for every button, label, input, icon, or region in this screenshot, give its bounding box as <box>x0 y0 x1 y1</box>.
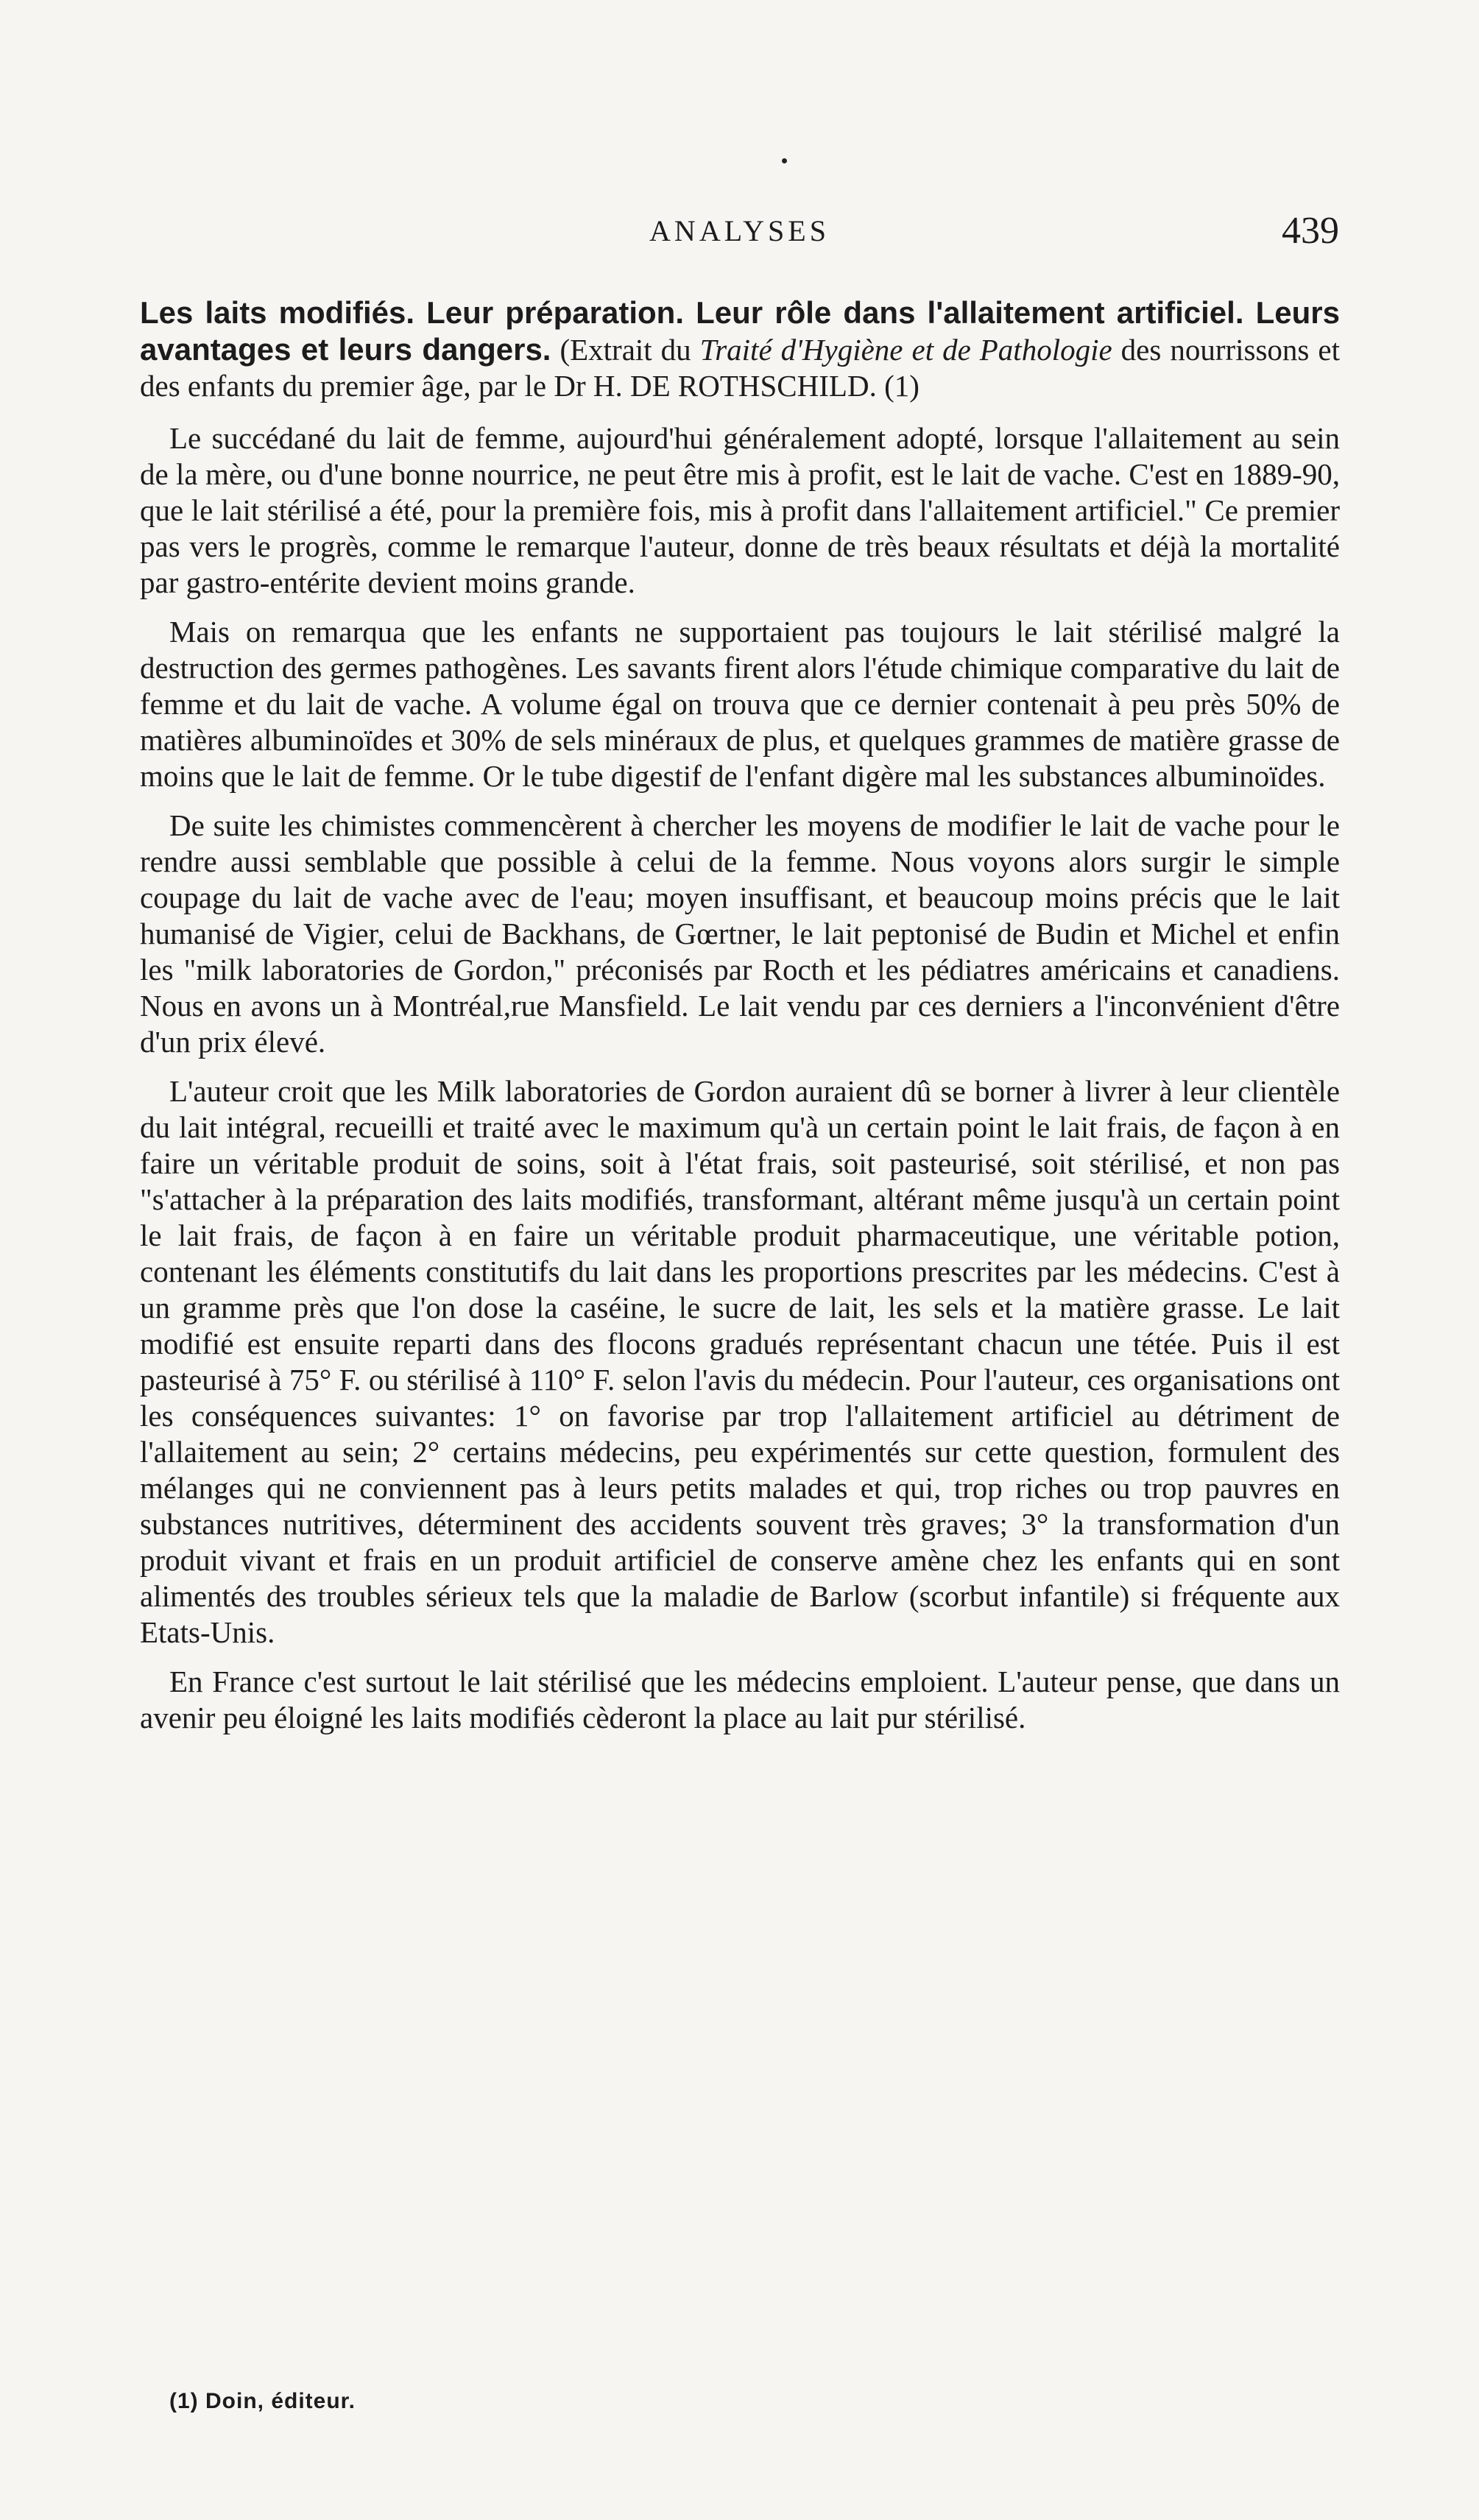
paragraph-5: En France c'est surtout le lait stérilisé que les médecins emploient. L'auteur pense, que dans un avenir peu éloigné les laits modifiés cèderont la place au lait pur stérilisé. <box>140 1665 1340 1734</box>
running-head: ANALYSES <box>649 214 830 247</box>
page-header <box>140 210 1339 272</box>
page-number: 439 <box>1282 210 1339 252</box>
paragraph-4: L'auteur croit que les Milk laboratories de Gordon auraient dû se borner à livrer à leur clientèle du lait intégral, recueilli et traité avec le maximum qu'à un certain point le lait frais, de façon à en faire un véritable produit de soins, soit à l'état frais, soit pasteurisé, soit stérilisé, et non pas "s'attacher à la préparation des laits modifiés, transformant, altérant même jusqu'à un certain point le lait frais, de façon à en faire un véritable produit pharmaceutique, une véritable potion, contenant les éléments constitutifs du lait dans les proportions prescrites par les médecins. C'est à un gramme près que l'on dose la caséine, le sucre de lait, les sels et la matière grasse. Le lait modifié est ensuite reparti dans des flocons gradués représentant chacun une tétée. Puis il est pasteurisé à 75° F. ou stérilisé à 110° F. selon l'avis du médecin. Pour l'auteur, ces organisations ont les conséquences suivantes: 1° on favorise par trop l'allaitement artificiel au détriment de l'allaitement au sein; 2° certains médecins, peu expérimentés sur cette question, formulent des mélanges qui ne conviennent pas à leurs petits malades et qui, trop riches ou trop pauvres en substances nutritives, déterminent des accidents souvent très graves; 3° la transformation d'un produit vivant et frais en un produit artificiel de conserve amène chez les enfants qui en sont alimentés des troubles sérieux tels que la maladie de Barlow (scorbut infantile) si fréquente aux Etats-Unis. <box>140 1074 1340 1649</box>
citation-prefix: (Extrait du <box>551 333 700 367</box>
cited-work-title: Traité d'Hygiène et de Pathologie <box>699 333 1112 367</box>
article-body <box>140 294 1340 1749</box>
article-title: Les laits modifiés. Leur préparation. Leur rôle dans l'allaitement artificiel. Leurs avantages et leurs dangers. <box>140 295 1340 367</box>
paragraph-1: Le succédané du lait de femme, aujourd'hui généralement adopté, lorsque l'allaitement au sein de la mère, ou d'une bonne nourrice, ne peut être mis à profit, est le lait de vache. C'est en 1889-90, que le lait stérilisé a été, pour la première fois, mis à profit dans l'allaitement artificiel." Ce premier pas vers le progrès, comme le remarque l'auteur, donne de très beaux résultats et déjà la mortalité par gastro-entérite devient moins grande. <box>140 421 1340 599</box>
paragraph-3: De suite les chimistes commencèrent à chercher les moyens de modifier le lait de vache pour le rendre aussi semblable que possible à celui de la femme. Nous voyons alors surgir le simple coupage du lait de vache avec de l'eau; moyen insuffisant, et beaucoup moins précis que le lait humanisé de Vigier, celui de Backhans, de Gœrtner, le lait peptonisé de Budin et Michel et enfin les "milk laboratories de Gordon," préconisés par Rocth et les pédiatres américains et canadiens. Nous en avons un à Montréal,rue Mansfield. Le lait vendu par ces derniers a l'inconvénient d'être d'un prix élevé. <box>140 808 1340 1059</box>
paragraph-2: Mais on remarqua que les enfants ne supportaient pas toujours le lait stérilisé malgré la destruction des germes pathogènes. Les savants firent alors l'étude chimique comparative du lait de femme et du lait de vache. A volume égal on trouva que ce dernier contenait à peu près 50% de matières albuminoïdes et 30% de sels minéraux de plus, et quelques grammes de matière grasse de moins que le lait de femme. Or le tube digestif de l'enfant digère mal les substances albuminoïdes. <box>140 615 1340 793</box>
footnote: (1) Doin, éditeur. <box>169 2389 356 2413</box>
print-speck <box>782 158 787 163</box>
citation-suffix: des nourrissons et des enfants du premier âge, par le Dr H. DE ROTHSCHILD. (1) <box>140 333 1340 403</box>
article-heading <box>140 294 1340 404</box>
